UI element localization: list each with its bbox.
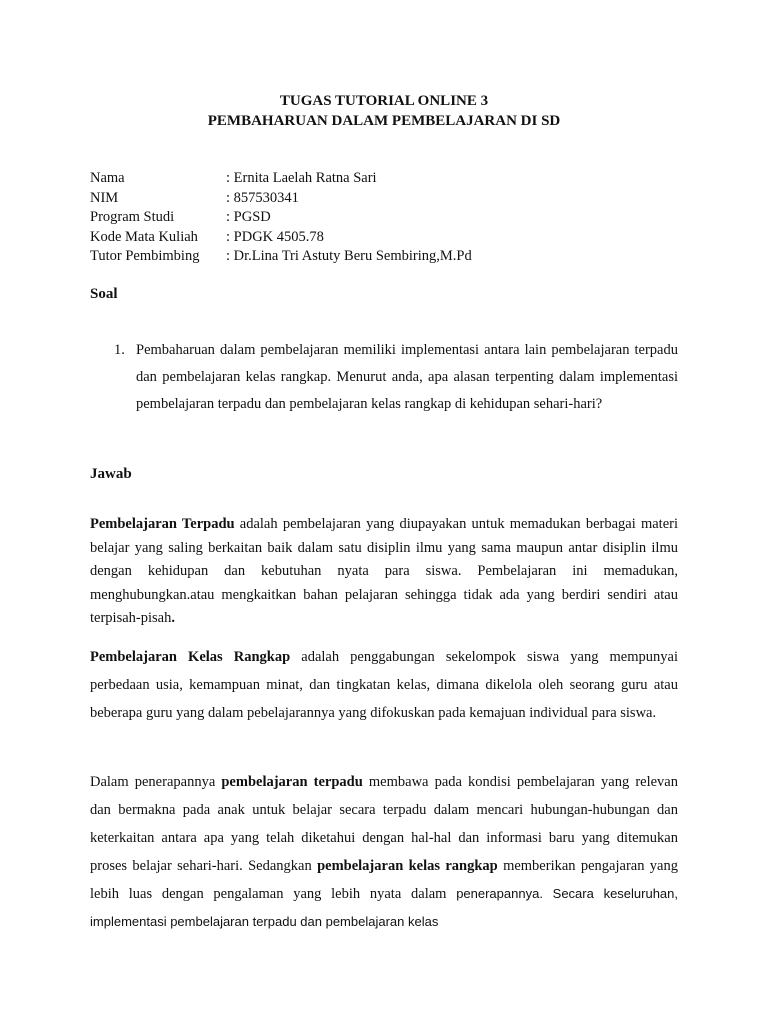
answer-paragraph-kelas-rangkap xyxy=(90,643,678,727)
paragraph-text: adalah penggabungan sekelompok siswa yang mempunyai perbedaan usia, kemampuan minat, dan tingkatan kelas, dimana dikelola oleh seorang guru atau beberapa guru yang dalam pebelajarannya yang difokuskan pada kemajuan individual para siswa. xyxy=(90,649,678,721)
info-label: Program Studi xyxy=(90,209,175,225)
document-title-line1: TUGAS TUTORIAL ONLINE 3 xyxy=(279,93,489,109)
term-pembelajaran-terpadu: Pembelajaran Terpadu xyxy=(90,516,235,532)
paragraph-text: memberikan pengajaran yang lebih luas dengan pengalaman yang lebih nyata dalam xyxy=(90,858,678,902)
paragraph-text: membawa pada kondisi pembelajaran yang relevan dan bermakna pada anak untuk belajar secara terpadu dalam mencari hubungan-hubungan dan keterkaitan antara apa yang telah diketahui dengan hal-hal dan informasi baru yang ditemukan proses belajar sehari-hari. Sedangkan xyxy=(90,774,678,874)
term-pembelajaran-kelas-rangkap: Pembelajaran Kelas Rangkap xyxy=(90,649,291,665)
document-title-line2: PEMBAHARUAN DALAM PEMBELAJARAN DI SD xyxy=(207,113,561,129)
paragraph-text: Dalam penerapannya xyxy=(90,774,222,790)
paragraph-end-mark: . xyxy=(171,610,175,626)
info-value: : 857530341 xyxy=(226,189,299,206)
jawab-heading: Jawab xyxy=(90,466,132,482)
info-label: Tutor Pembimbing xyxy=(90,248,200,264)
info-value: : PGSD xyxy=(226,209,271,225)
paragraph-text-sans: penerapannya. Secara keseluruhan, implementasi pembelajaran terpadu dan pembelajaran kelas xyxy=(90,886,679,929)
info-value: : Ernita Laelah Ratna Sari xyxy=(226,170,377,186)
answer-paragraph-penerapan xyxy=(90,768,678,936)
question-text: Pembaharuan dalam pembelajaran memiliki implementasi antara lain pembelajaran terpadu dan pembelajaran kelas rangkap. Menurut anda, apa alasan terpenting dalam implementasi pembelajaran terpadu dan pembelajaran kelas rangkap di kehidupan sehari-hari? xyxy=(136,342,678,412)
question-item xyxy=(114,337,678,418)
paragraph-text: adalah pembelajaran yang diupayakan untuk memadukan berbagai materi belajar yang saling berkaitan baik dalam satu disiplin ilmu yang sama maupun antar disiplin ilmu dengan kehidupan dan kebutuhan nyata para siswa. Pembelajaran ini memadukan, menghubungkan.atau mengkaitkan bahan pelajaran sehingga tidak ada yang berdiri sendiri atau terpisah-pisah xyxy=(90,516,678,626)
info-row-tutor-pembimbing xyxy=(90,247,472,267)
student-info-block xyxy=(90,169,472,267)
question-number: 1. xyxy=(114,342,125,358)
info-value: : PDGK 4505.78 xyxy=(226,228,324,245)
info-value: : Dr.Lina Tri Astuty Beru Sembiring,M.Pd xyxy=(226,248,472,264)
info-label: NIM xyxy=(90,189,119,206)
term-pembelajaran-terpadu: pembelajaran terpadu xyxy=(221,774,363,790)
info-label: Kode Mata Kuliah xyxy=(90,228,198,245)
answer-paragraph-terpadu xyxy=(90,513,678,631)
info-row-program-studi xyxy=(90,208,472,228)
info-row-nim xyxy=(90,189,472,209)
info-label: Nama xyxy=(90,170,125,186)
soal-heading: Soal xyxy=(90,286,118,302)
info-row-nama xyxy=(90,169,472,189)
info-row-kode-mata-kuliah xyxy=(90,228,472,248)
term-pembelajaran-kelas-rangkap: pembelajaran kelas rangkap xyxy=(317,858,498,874)
